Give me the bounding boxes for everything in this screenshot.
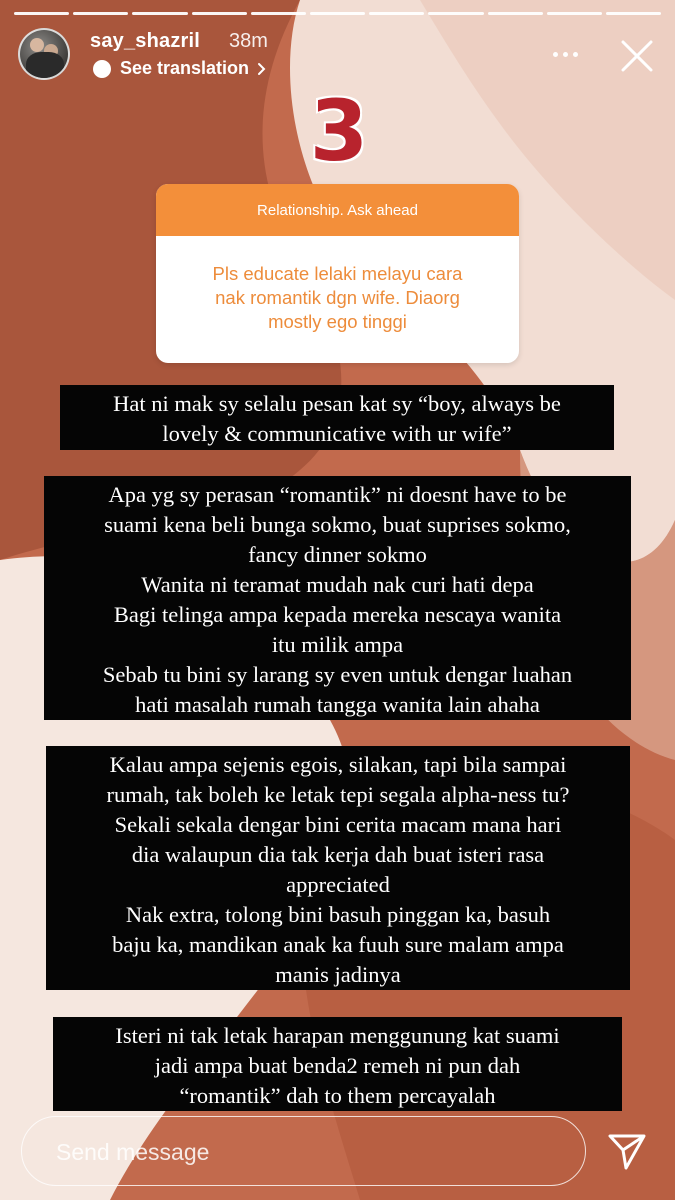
- text-line: hati masalah rumah tangga wanita lain ahaha: [135, 692, 540, 717]
- chevron-right-icon: [257, 62, 267, 76]
- close-icon[interactable]: [617, 36, 657, 76]
- text-line: jadi ampa buat benda2 remeh ni pun dah: [154, 1053, 521, 1078]
- text-block-4: [53, 1017, 622, 1111]
- text-line: dia walaupun dia tak kerja dah buat isteri rasa: [131, 842, 545, 867]
- progress-segment: [547, 12, 602, 15]
- text-line: suami kena beli bunga sokmo, buat suprises sokmo,: [104, 512, 571, 537]
- text-line: appreciated: [286, 872, 390, 897]
- text-line: Kalau ampa sejenis egois, silakan, tapi bila sampai: [109, 752, 567, 777]
- question-line: mostly ego tinggi: [268, 311, 407, 332]
- question-line: Pls educate lelaki melayu cara: [212, 263, 463, 284]
- text-line: Nak extra, tolong bini basuh pinggan ka, basuh: [125, 902, 551, 927]
- progress-segment: [73, 12, 128, 15]
- text-line: Sebab tu bini sy larang sy even untuk dengar luahan: [102, 662, 573, 687]
- text-line: manis jadinya: [275, 962, 401, 987]
- send-message-input[interactable]: [54, 1135, 538, 1169]
- progress-segment: [369, 12, 424, 15]
- text-line: Sekali sekala dengar bini cerita macam mana hari: [114, 812, 562, 837]
- text-block-3: [46, 746, 630, 990]
- text-line: Wanita ni teramat mudah nak curi hati depa: [141, 572, 534, 597]
- progress-segment: [606, 12, 661, 15]
- progress-segment: [310, 12, 365, 15]
- text-line: baju ka, mandikan anak ka fuuh sure malam ampa: [112, 932, 564, 957]
- text-block-2: [44, 476, 631, 720]
- see-translation-label: See translation: [120, 58, 250, 78]
- story-progress-bar: [14, 12, 661, 15]
- username[interactable]: say_shazril: [90, 30, 201, 52]
- question-line: nak romantik dgn wife. Diaorg: [215, 287, 460, 308]
- text-line: rumah, tak boleh ke letak tepi segala alpha-ness tu?: [106, 782, 570, 807]
- progress-segment: [14, 12, 69, 15]
- text-line: fancy dinner sokmo: [248, 542, 427, 567]
- translate-icon: [92, 59, 112, 79]
- story-header: [18, 28, 657, 88]
- see-translation-button[interactable]: [92, 58, 267, 79]
- progress-segment: [488, 12, 543, 15]
- text-line: Hat ni mak sy selalu pesan kat sy “boy, always be: [113, 391, 561, 416]
- text-line: “romantik” dah to them percayalah: [179, 1083, 496, 1108]
- send-icon[interactable]: [606, 1130, 648, 1172]
- number-sticker: 3: [309, 82, 369, 180]
- avatar[interactable]: [18, 28, 70, 80]
- progress-segment: [192, 12, 247, 15]
- question-sticker: [156, 184, 519, 363]
- text-line: lovely & communicative with ur wife”: [162, 421, 512, 446]
- text-line: Apa yg sy perasan “romantik” ni doesnt have to be: [108, 482, 567, 507]
- text-block-1: [60, 385, 614, 450]
- progress-segment: [132, 12, 187, 15]
- post-time: 38m: [229, 30, 268, 52]
- message-bar: [21, 1116, 586, 1186]
- text-line: Bagi telinga ampa kepada mereka nescaya wanita: [113, 602, 562, 627]
- text-line: Isteri ni tak letak harapan menggunung kat suami: [115, 1023, 560, 1048]
- progress-segment: [428, 12, 483, 15]
- text-line: itu milik ampa: [271, 632, 404, 657]
- more-icon[interactable]: [545, 40, 585, 68]
- question-text: [156, 236, 519, 334]
- question-header: Relationship. Ask ahead: [156, 184, 519, 236]
- progress-segment: [251, 12, 306, 15]
